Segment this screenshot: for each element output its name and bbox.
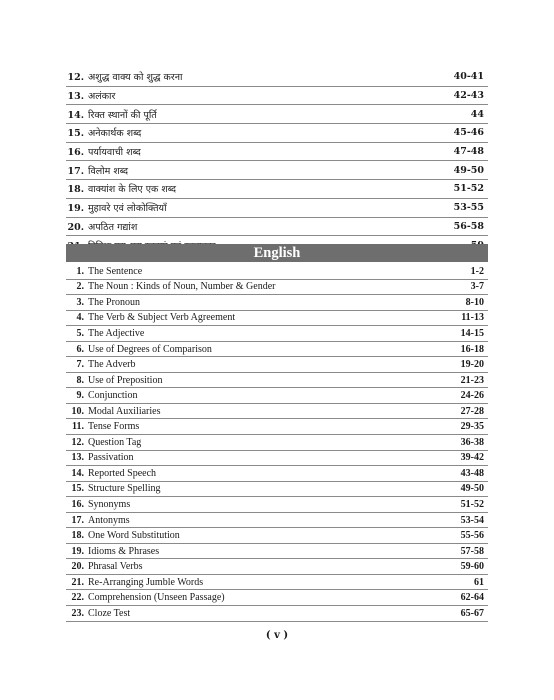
toc-entry-pages: 45-46 <box>453 127 484 139</box>
toc-entry <box>66 328 144 339</box>
toc-entry <box>66 390 137 401</box>
toc-entry <box>66 592 225 603</box>
toc-entry-number: 23. <box>71 607 84 619</box>
toc-entry-title: अनेकार्थक शब्द <box>88 128 142 140</box>
toc-entry-title: Structure Spelling <box>88 483 161 495</box>
toc-row <box>66 68 488 87</box>
toc-entry-title: One Word Substitution <box>88 530 180 542</box>
toc-entry-title: वाक्यांश के लिए एक शब्द <box>88 184 177 196</box>
toc-entry-pages: 61 <box>474 576 484 588</box>
toc-entry-number: 14. <box>71 467 84 479</box>
toc-entry <box>66 312 235 323</box>
toc-row <box>66 544 488 560</box>
toc-entry-pages: 3-7 <box>470 281 484 293</box>
toc-entry <box>66 546 159 557</box>
toc-entry <box>66 530 180 541</box>
toc-entry-number: 10. <box>71 405 84 417</box>
toc-entry-title: पर्यायवाची शब्द <box>88 147 141 159</box>
toc-entry-number: 11. <box>72 421 84 433</box>
hindi-toc-list <box>66 68 488 255</box>
toc-row <box>66 87 488 106</box>
toc-row <box>66 105 488 124</box>
toc-entry-number: 13. <box>67 91 84 103</box>
toc-entry-pages: 36-38 <box>460 436 484 448</box>
toc-row <box>66 497 488 513</box>
toc-entry <box>66 561 143 572</box>
toc-entry <box>66 437 141 448</box>
toc-row <box>66 357 488 373</box>
toc-entry-pages: 56-58 <box>453 220 484 232</box>
toc-row <box>66 218 488 237</box>
toc-entry <box>66 89 115 102</box>
toc-entry-pages: 47-48 <box>453 146 484 158</box>
toc-entry-title: The Noun : Kinds of Noun, Number & Gender <box>88 281 276 293</box>
toc-row <box>66 451 488 467</box>
toc-row <box>66 326 488 342</box>
toc-entry-title: Question Tag <box>88 436 142 448</box>
toc-entry-pages: 24-26 <box>460 390 484 402</box>
toc-entry-number: 22. <box>71 592 84 604</box>
toc-entry <box>66 70 182 83</box>
toc-entry-number: 1. <box>76 265 84 277</box>
toc-row <box>66 482 488 498</box>
toc-entry <box>66 108 157 121</box>
toc-entry-title: विलोम शब्द <box>88 165 129 177</box>
toc-entry <box>66 468 156 479</box>
toc-entry-number: 14. <box>67 109 84 121</box>
toc-entry-title: The Pronoun <box>88 296 140 308</box>
toc-entry <box>66 145 141 158</box>
toc-row <box>66 513 488 529</box>
toc-entry-pages: 49-50 <box>460 483 484 495</box>
toc-row <box>66 606 488 622</box>
toc-row <box>66 528 488 544</box>
toc-entry-title: अलंकार <box>88 91 116 103</box>
toc-entry-title: Antonyms <box>88 514 130 526</box>
english-section-heading: English <box>66 244 488 262</box>
toc-entry-number: 20. <box>67 221 84 233</box>
toc-row <box>66 419 488 435</box>
toc-entry-number: 21. <box>71 576 84 588</box>
toc-entry-title: Synonyms <box>88 498 131 510</box>
toc-entry-number: 12. <box>67 72 84 84</box>
toc-entry-number: 13. <box>71 452 84 464</box>
toc-entry-title: Use of Preposition <box>88 374 163 386</box>
toc-entry-number: 15. <box>71 483 84 495</box>
page-number: ( v ) <box>265 630 289 641</box>
toc-entry-title: The Adverb <box>88 359 136 371</box>
toc-entry <box>66 164 128 177</box>
toc-entry-title: Use of Degrees of Comparison <box>88 343 212 355</box>
toc-entry <box>66 452 134 463</box>
toc-row <box>66 559 488 575</box>
toc-row <box>66 435 488 451</box>
toc-entry-title: The Adjective <box>88 327 145 339</box>
toc-entry-pages: 59-60 <box>460 561 484 573</box>
toc-row <box>66 280 488 296</box>
toc-entry <box>66 359 136 370</box>
toc-row <box>66 388 488 404</box>
toc-entry <box>66 375 162 386</box>
toc-entry <box>66 182 176 195</box>
toc-entry-pages: 44 <box>470 108 484 120</box>
toc-entry-pages: 43-48 <box>460 467 484 479</box>
toc-entry <box>66 281 275 292</box>
toc-entry-number: 20. <box>71 561 84 573</box>
toc-entry-title: अशुद्ध वाक्य को शुद्ध करना <box>88 72 183 84</box>
toc-entry-number: 8. <box>76 374 84 386</box>
toc-entry-title: The Sentence <box>88 265 143 277</box>
toc-entry-pages: 65-67 <box>460 607 484 619</box>
toc-entry-title: Passivation <box>88 452 134 464</box>
toc-entry-pages: 8-10 <box>465 296 484 308</box>
toc-entry-pages: 16-18 <box>460 343 484 355</box>
toc-entry-pages: 42-43 <box>453 90 484 102</box>
toc-entry <box>66 126 141 139</box>
toc-entry-title: Comprehension (Unseen Passage) <box>88 592 225 604</box>
toc-entry-pages: 39-42 <box>460 452 484 464</box>
toc-entry <box>66 220 137 233</box>
toc-entry-pages: 19-20 <box>460 359 484 371</box>
toc-row <box>66 311 488 327</box>
toc-row <box>66 575 488 591</box>
toc-entry-number: 18. <box>71 530 84 542</box>
toc-entry-number: 19. <box>71 545 84 557</box>
toc-row <box>66 342 488 358</box>
toc-entry-number: 9. <box>76 390 84 402</box>
toc-entry-pages: 51-52 <box>453 183 484 195</box>
toc-entry-number: 6. <box>76 343 84 355</box>
toc-entry-title: Conjunction <box>88 390 138 402</box>
toc-entry-title: Modal Auxiliaries <box>88 405 161 417</box>
toc-entry <box>66 515 130 526</box>
toc-entry-pages: 51-52 <box>460 498 484 510</box>
toc-entry <box>66 406 161 417</box>
toc-entry-pages: 21-23 <box>460 374 484 386</box>
toc-entry-number: 4. <box>76 312 84 324</box>
toc-row <box>66 404 488 420</box>
toc-entry-title: Phrasal Verbs <box>88 561 143 573</box>
toc-row <box>66 295 488 311</box>
toc-entry <box>66 421 139 432</box>
toc-entry <box>66 344 212 355</box>
toc-entry-pages: 14-15 <box>460 327 484 339</box>
toc-entry-title: Reported Speech <box>88 467 157 479</box>
toc-entry <box>66 266 142 277</box>
toc-entry-number: 16. <box>71 498 84 510</box>
toc-entry-number: 17. <box>67 165 84 177</box>
toc-entry <box>66 608 130 619</box>
toc-entry-pages: 55-56 <box>460 530 484 542</box>
toc-entry-pages: 27-28 <box>460 405 484 417</box>
toc-entry-pages: 49-50 <box>453 164 484 176</box>
toc-entry <box>66 499 130 510</box>
toc-entry-title: मुहावरे एवं लोकोक्तियाँ <box>88 203 167 215</box>
toc-entry-number: 15. <box>67 128 84 140</box>
toc-entry-pages: 29-35 <box>460 421 484 433</box>
toc-entry-number: 5. <box>76 327 84 339</box>
toc-row <box>66 124 488 143</box>
toc-row <box>66 161 488 180</box>
toc-entry-title: रिक्त स्थानों की पूर्ति <box>88 109 157 121</box>
toc-row <box>66 264 488 280</box>
toc-entry-title: Tense Forms <box>88 421 140 433</box>
toc-entry-number: 12. <box>71 436 84 448</box>
toc-entry-number: 17. <box>71 514 84 526</box>
toc-entry-pages: 1-2 <box>470 265 484 277</box>
toc-entry <box>66 483 161 494</box>
toc-row <box>66 199 488 218</box>
toc-entry-number: 7. <box>76 359 84 371</box>
toc-entry-title: Cloze Test <box>88 607 131 619</box>
toc-entry-pages: 53-54 <box>460 514 484 526</box>
toc-row <box>66 590 488 606</box>
toc-row <box>66 180 488 199</box>
toc-entry-number: 3. <box>76 296 84 308</box>
toc-entry-pages: 53-55 <box>453 202 484 214</box>
toc-entry-number: 16. <box>67 147 84 159</box>
toc-row <box>66 466 488 482</box>
toc-entry-title: Re-Arranging Jumble Words <box>88 576 204 588</box>
toc-entry-title: अपठित गद्यांश <box>88 221 138 233</box>
toc-entry-number: 18. <box>67 184 84 196</box>
english-toc-list <box>66 264 488 622</box>
toc-entry <box>66 297 140 308</box>
toc-entry-pages: 62-64 <box>460 592 484 604</box>
toc-entry-number: 19. <box>67 203 84 215</box>
toc-entry <box>66 577 203 588</box>
toc-entry <box>66 201 167 214</box>
toc-entry-title: The Verb & Subject Verb Agreement <box>88 312 236 324</box>
toc-entry-pages: 11-13 <box>461 312 484 324</box>
toc-row <box>66 373 488 389</box>
toc-entry-pages: 57-58 <box>460 545 484 557</box>
toc-row <box>66 143 488 162</box>
toc-entry-number: 2. <box>76 281 84 293</box>
toc-entry-pages: 40-41 <box>453 71 484 83</box>
toc-entry-title: Idioms & Phrases <box>88 545 160 557</box>
